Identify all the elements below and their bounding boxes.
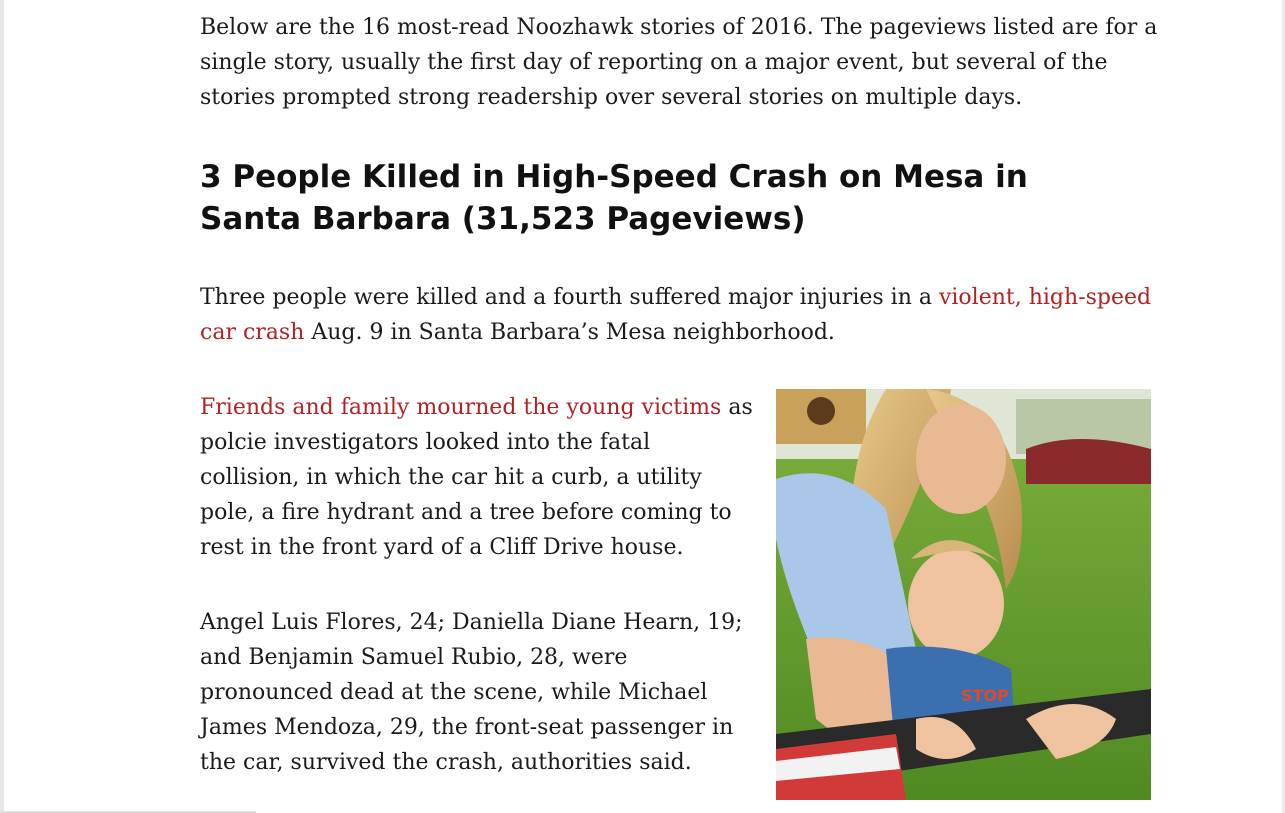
victims-paragraph: Angel Luis Flores, 24; Daniella Diane Hearn, 19; and Benjamin Samuel Rubio, 28, were pronounced dead at the scene, while Michael James Mendoza, 29, the front-seat passenger in the car, survived the crash, authorities said. — [200, 610, 743, 775]
photo-illustration — [776, 389, 1151, 800]
crash-paragraph-text-after: Aug. 9 in Santa Barbara’s Mesa neighborhood. — [304, 320, 835, 345]
friends-paragraph-text: as polcie investigators looked into the fatal collision, in which the car hit a curb, a utility pole, a fire hydrant and a tree before coming to rest in the front yard of a Cliff Drive house. — [200, 395, 753, 560]
friends-paragraph — [200, 390, 755, 565]
shirt-text-stop: STOP — [961, 686, 1009, 705]
crash-paragraph — [200, 280, 1180, 350]
crash-paragraph-text-before: Three people were killed and a fourth suffered major injuries in a — [200, 285, 939, 310]
mourn-story-link[interactable]: Friends and family mourned the young victims — [200, 395, 722, 420]
crash-story-link[interactable]: violent, high-speed car crash — [200, 285, 1152, 345]
flower-bushes — [1026, 439, 1151, 484]
story-photo[interactable] — [776, 389, 1151, 800]
story-heading: 3 People Killed in High-Speed Crash on Mesa in Santa Barbara (31,523 Pageviews) — [200, 159, 1028, 237]
intro-paragraph: Below are the 16 most-read Noozhawk stories of 2016. The pageviews listed are for a single story, usually the first day of reporting on a major event, but several of the stories prompted strong readership over several stories on multiple days. — [200, 15, 1158, 110]
article-body — [200, 10, 1180, 775]
page-left-border — [0, 0, 4, 813]
woman-face — [916, 404, 1006, 514]
baby-head — [908, 549, 1004, 659]
arch-window — [807, 397, 835, 425]
